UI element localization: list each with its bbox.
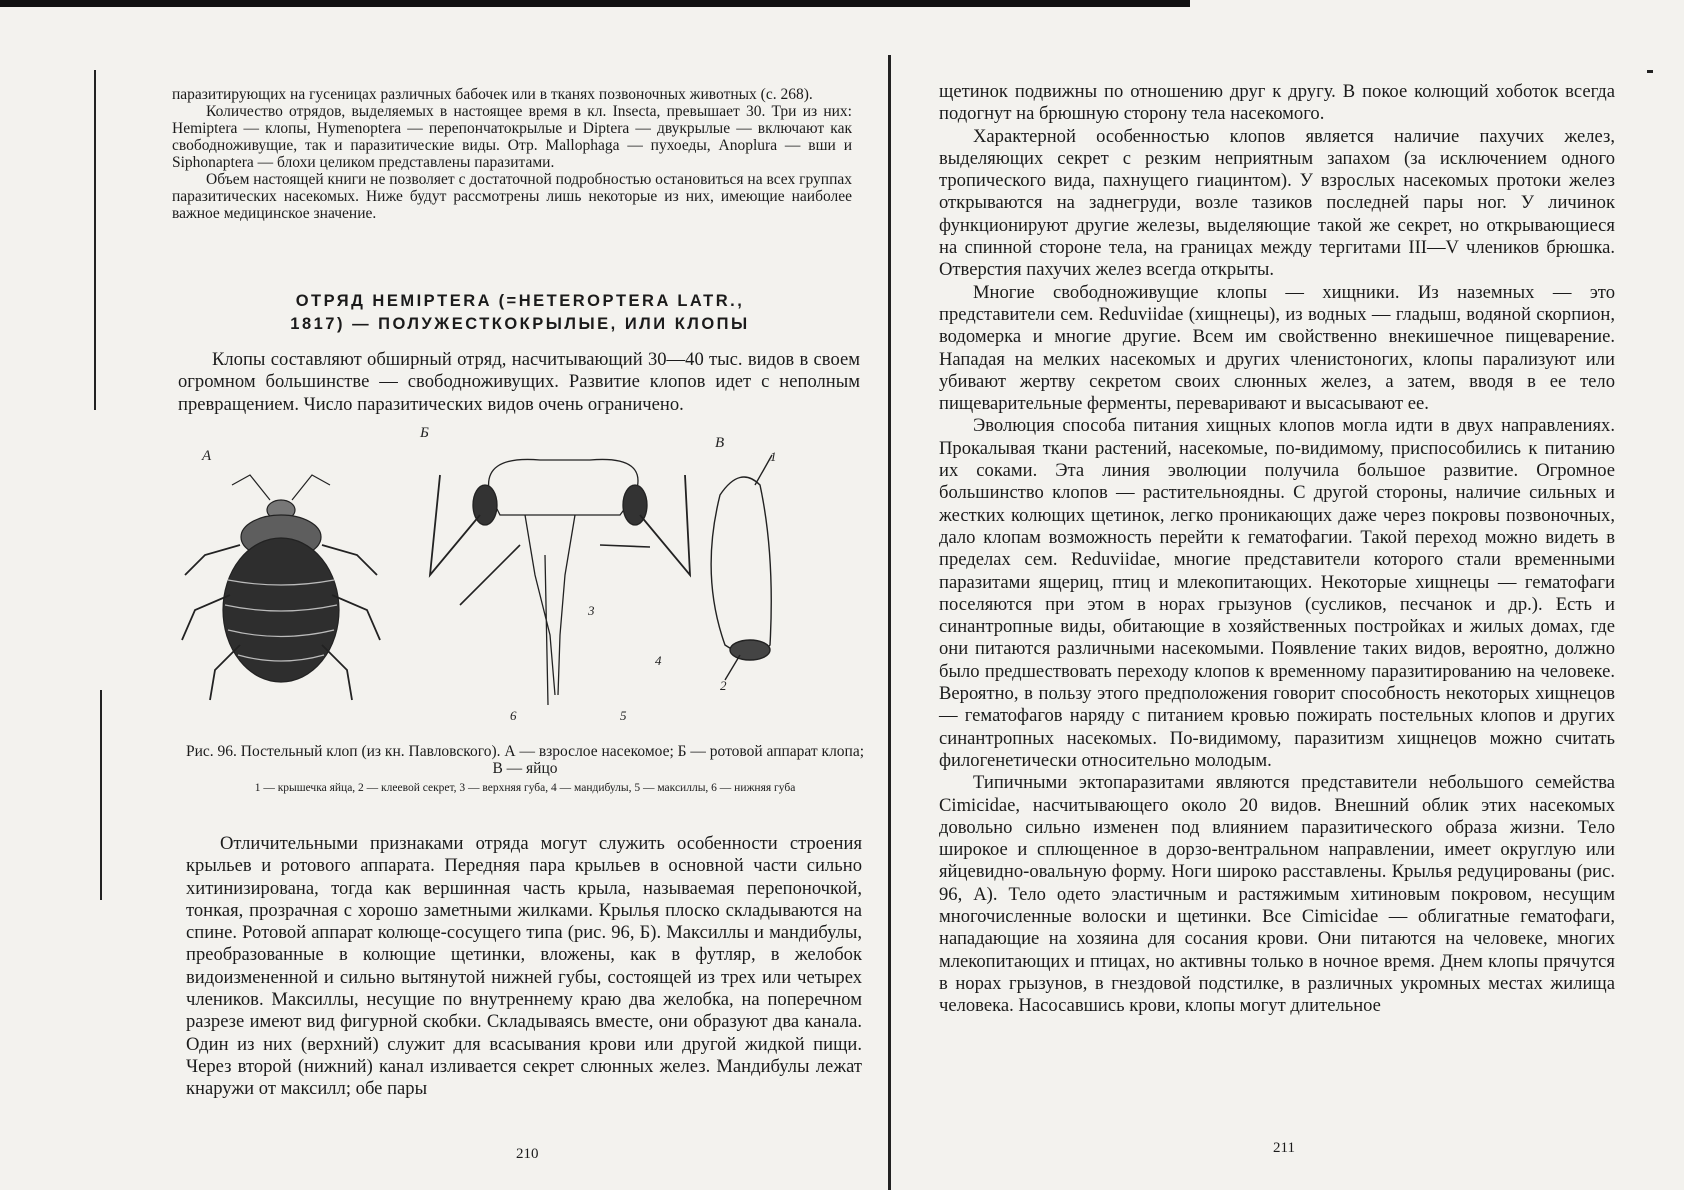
body-paragraph: щетинок подвижны по отношению друг к другу. В покое колющий хоботок всегда подогнут на брюшную сторону тела насекомого. [939,81,1615,125]
intro-paragraph: Количество отрядов, выделяемых в настоящее время в кл. Insecta, превышает 30. Три из них: Hemiptera — клопы, Hymenoptera — перепончатокрылые и Diptera — двукрылые — включают как свободноживущие, так и паразитические виды. Отр. Mallophaga — пухоеды, Anoplura — вши и Siphonaptera — блохи целиком представлены паразитами. [172,103,852,171]
figure-number-3: 3 [588,603,595,618]
figure-legend: 1 — крышечка яйца, 2 — клеевой секрет, 3 — верхняя губа, 4 — мандибулы, 5 — максиллы, 6 — нижняя губа [254,782,796,794]
egg-drawing [711,455,772,680]
adult-bug-drawing [182,475,380,700]
page-number-left: 210 [516,1146,539,1162]
figure-number-4: 4 [655,653,662,668]
intro-paragraph: паразитирующих на гусеницах различных бабочек или в тканях позвоночных животных (с. 268). [172,86,813,103]
figure-label-a: А [202,448,212,464]
page-number-right: 211 [1273,1140,1295,1156]
right-page-text [939,81,1615,1017]
figure-label-b: Б [420,425,429,441]
figure-number-6: 6 [510,708,517,723]
figure-96 [180,425,870,747]
order-heading-line2: 1817) — ПОЛУЖЕСТКОКРЫЛЫЕ, ИЛИ КЛОПЫ [290,315,750,333]
body-paragraph: Характерной особенностью клопов является наличие пахучих желез, выделяющих секрет с резким неприятным запахом (за исключением одного тропического вида, пахнущего гиацинтом). У взрослых насекомых протоки желез открываются на заднегруди, возле тазиков последней пары ног. У личинок функционируют другие железы, выделяющие такой же секрет, но открывающиеся на спинной стороне тела, на границах между тергитами III—V члеников брюшка. Отверстия пахучих желез всегда открыты. [939,125,1615,281]
figure-number-1: 1 [770,449,777,464]
body-paragraph: Многие свободноживущие клопы — хищники. Из наземных — это представители сем. Reduviidae (хищнецы), из водных — гладыш, водяной скорпион, водомерка и многие другие. Всем им свойственно внекишечное пищеварение. Нападая на мелких насекомых и других членистоногих, клопы парализуют или убивают жертву секретом своих слюнных желез, а затем, вводя в ее тело пищеварительные ферменты, переваривают и высасывают ее. [939,281,1615,415]
section-intro-paragraph: Клопы составляют обширный отряд, насчитывающий 30—40 тыс. видов в своем огромном большинстве — свободноживущих. Развитие клопов идет с неполным превращением. Число паразитических видов очень ограничено. [178,349,860,415]
body-paragraph: Типичными эктопаразитами являются представители небольшого семейства Cimicidae, насчитывающего около 20 видов. Внешний облик этих насекомых довольно сильно изменен под влиянием паразитического образа жизни. Тело широкое и сплющенное в дорзо-вентральном направлении, имеет округлую или яйцевидно-овальную форму. Ноги широко расставлены. Крылья редуцированы (рис. 96, А). Тело одето эластичным и растяжимым хитиновым покровом, несущим многочисленные волоски и щетинки. Все Cimicidae — облигатные гематофаги, нападающие на хозяина для сосания крови. Они питаются на человеке, многих млекопитающих и птицах, но активны только в ночное время. Днем клопы прячутся в норах грызунов, в гнездовой подстилке, в различных укромных местах жилища человека. Насосавшись крови, клопы могут длительное [939,772,1615,1017]
right-page [891,0,1684,1190]
figure-caption: Рис. 96. Постельный клоп (из кн. Павловского). А — взрослое насекомое; Б — ротовой аппарат клопа; В — яйцо [185,743,865,777]
figure-label-v: В [715,435,725,451]
order-heading-line1: ОТРЯД HEMIPTERA (=HETEROPTERA LATR., [295,292,745,310]
section-intro [178,349,860,416]
intro-paragraph: Объем настоящей книги не позволяет с достаточной подробностью остановиться на всех группах паразитических насекомых. Ниже будут рассмотрены лишь некоторые из них, имеющие наиболее важное медицинское значение. [172,171,852,222]
main-text [186,833,862,1101]
figure-96-drawing [180,425,870,747]
mouthparts-drawing [430,459,690,705]
figure-number-2: 2 [720,678,727,693]
figure-number-5: 5 [620,708,627,723]
intro-text [172,86,852,222]
body-paragraph: Эволюция способа питания хищных клопов могла идти в двух направлениях. Прокалывая ткани растений, насекомые, по-видимому, приспособились к питанию их соками. Эта линия эволюции получила большое развитие. Огромное большинство клопов — растительноядны. С другой стороны, наличие сильных и жестких колющих щетинок, легко проникающих даже через покровы позвоночных, дало клопам возможность перейти к гематофагии. Такой переход можно видеть в пределах сем. Reduviidae, многие представители которого стали временными паразитами ящериц, птиц и млекопитающих. Некоторые хищнецы — гематофаги поселяются при этом в норах грызунов (сусликов, песчанок и др.). Есть и синантропные виды, обитающие в хозяйственных постройках и жилых домах, где они питаются различными насекомыми. Появление таких видов, вероятно, должно было предшествовать переходу клопов к временному паразитированию на человеке. Вероятно, в пользу этого предположения говорит способность некоторых хищнецов — гематофагов наряду с питанием кровью пожирать постельных клопов и других синантропных насекомых. По-видимому, паразитизм хищнецов можно считать филогенетически относительно молодым. [939,415,1615,771]
main-paragraph: Отличительными признаками отряда могут служить особенности строения крыльев и ротового аппарата. Передняя пара крыльев в основной части сильно хитинизирована, тогда как вершинная часть крыла, называемая перепоночкой, тонкая, прозрачная с хорошо заметными жилками. Крылья плоско складываются на спине. Ротовой аппарат колюще-сосущего типа (рис. 96, Б). Максиллы и мандибулы, преобразованные в колющие щетинки, вложены, как в футляр, в желобок видоизмененной и сильно вытянутой нижней губы, состоящей из трех или четырех члеников. Максиллы, несущие по внутреннему краю два желобка, на поперечном разрезе имеют вид фигурной скобки. Складываясь вместе, они образуют два канала. Один из них (верхний) служит для всасывания крови или другой жидкой пищи. Через второй (нижний) канал изливается секрет слюнных желез. Мандибулы лежат кнаружи от максилл; обе пары [186,833,862,1100]
